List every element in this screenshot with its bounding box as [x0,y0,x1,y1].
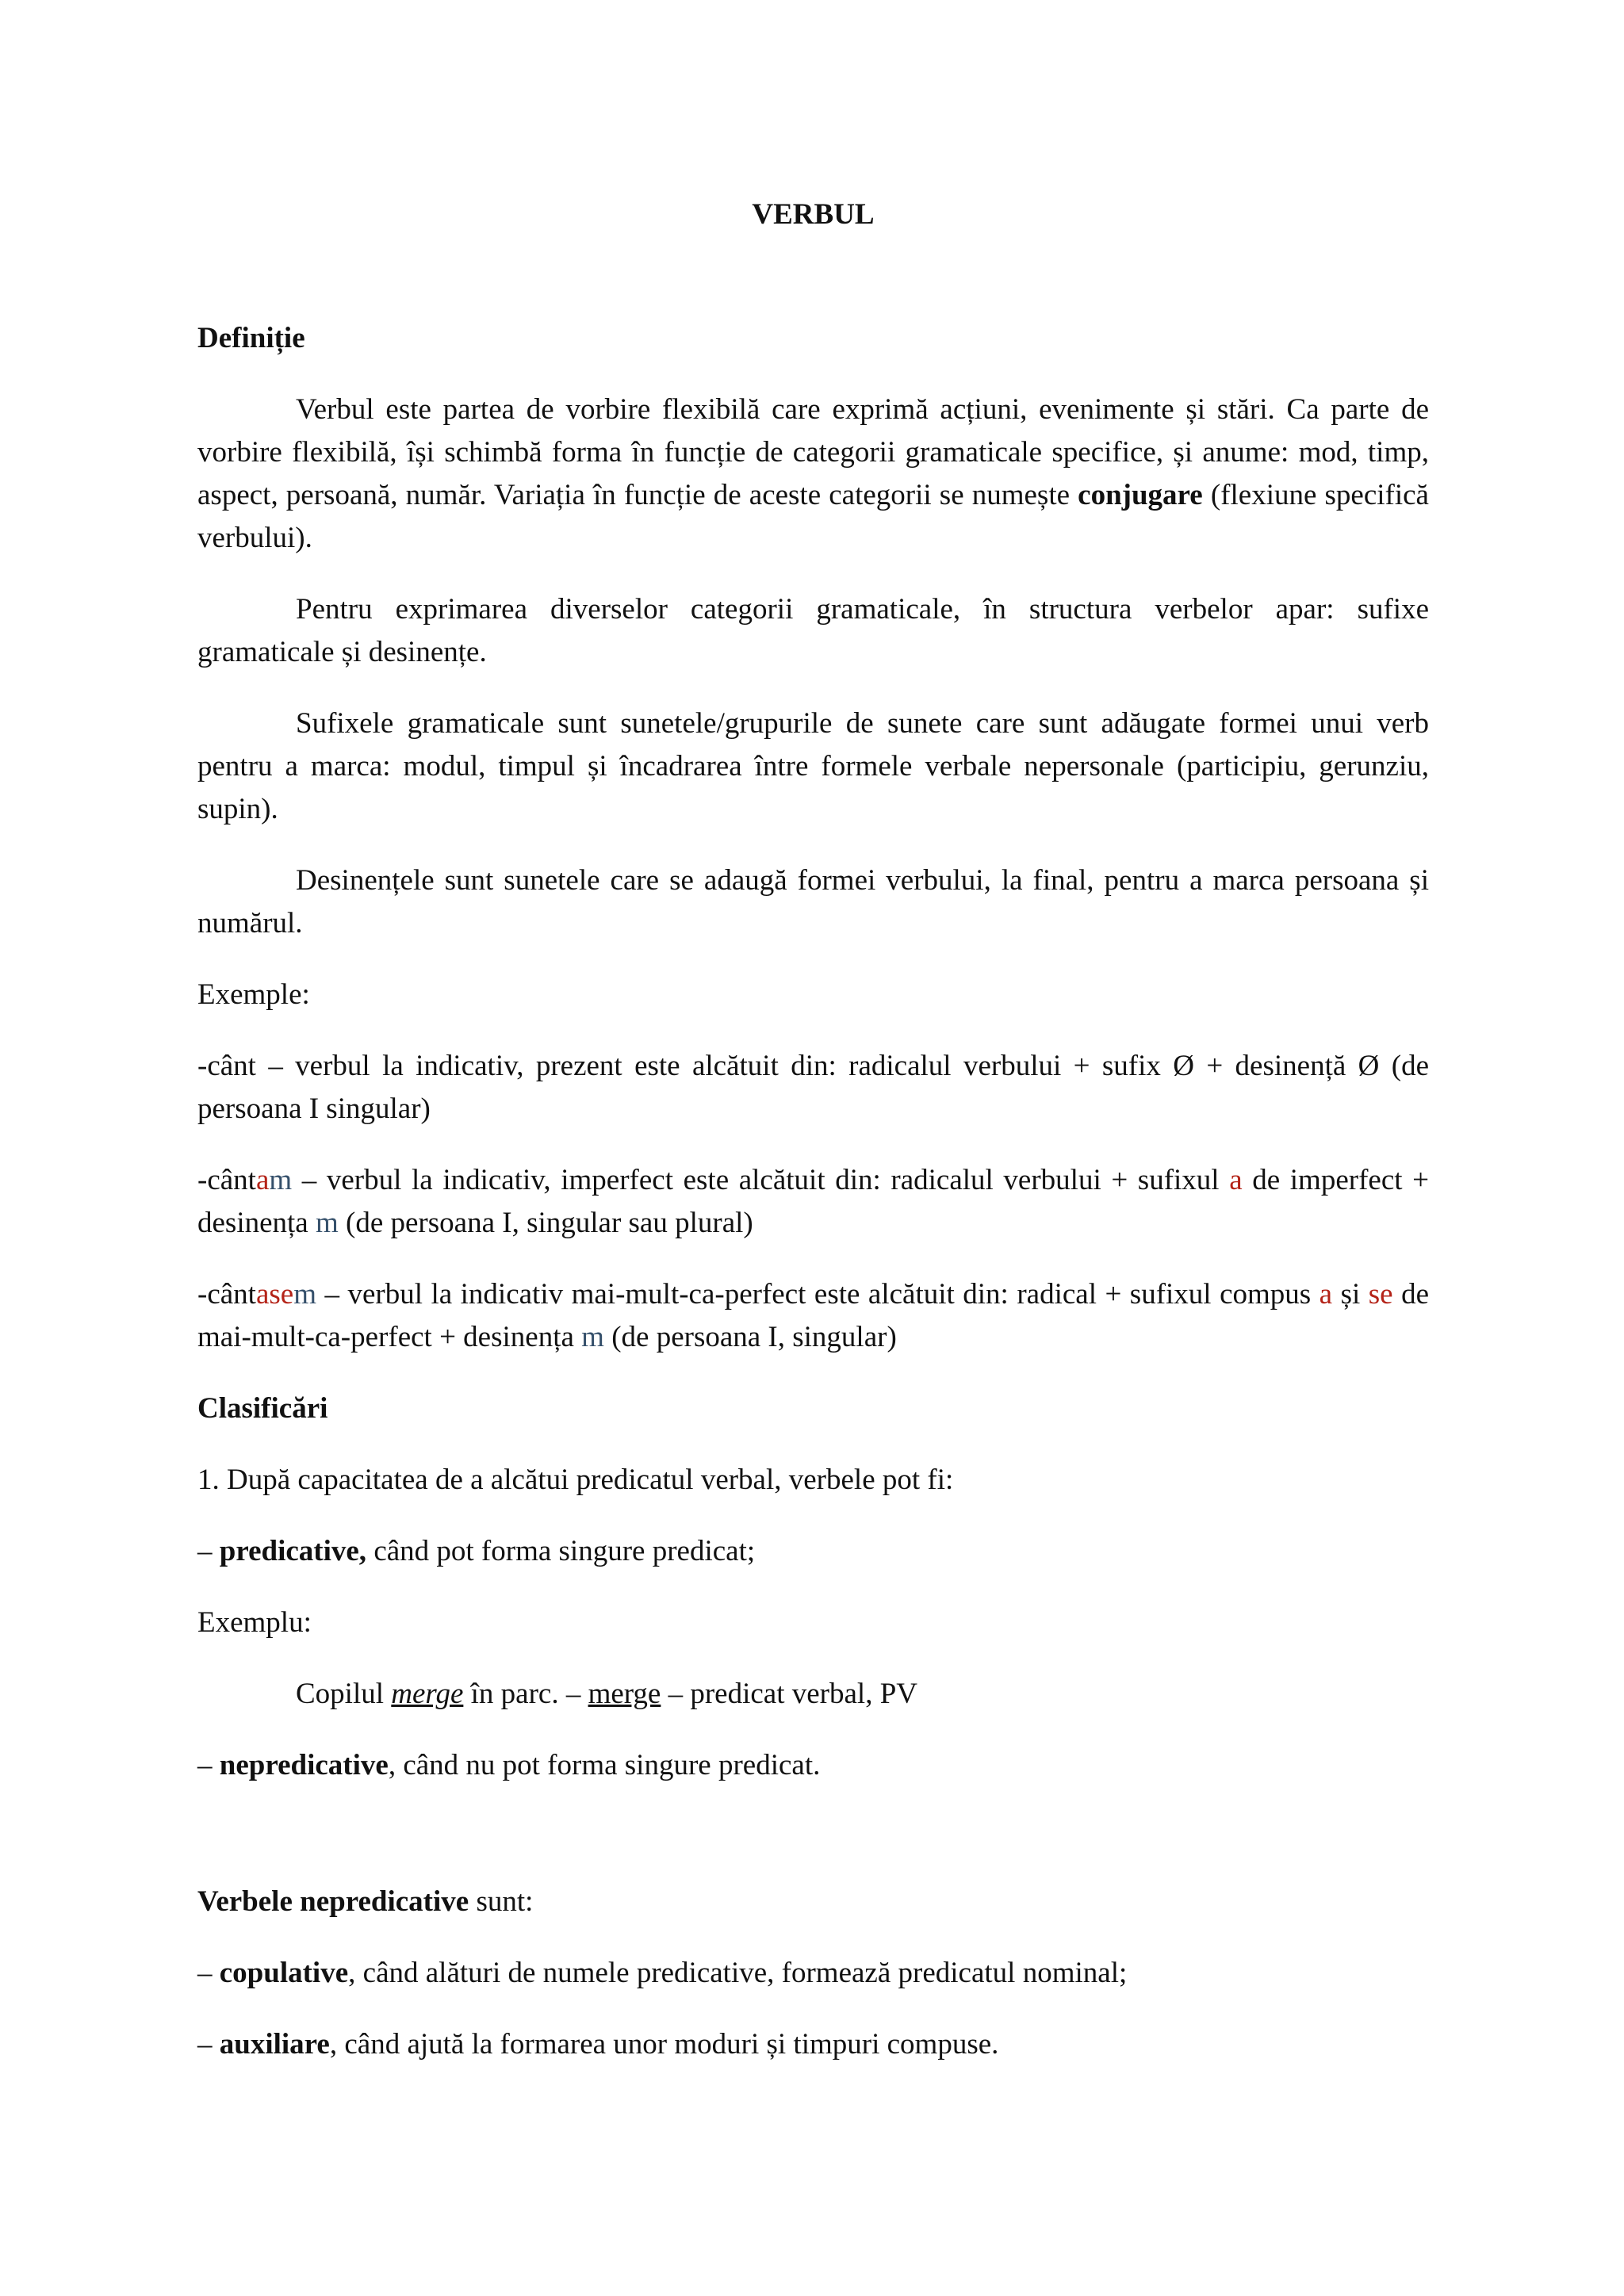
document-title: VERBUL [752,198,875,231]
ending-highlight: m [269,1164,293,1196]
ending-highlight: m [315,1207,339,1239]
paragraph-definitie [197,388,1429,560]
list-item-copulative [197,1952,1429,1995]
ending-highlight: m [293,1278,316,1311]
list-item-nepredicative [197,1744,1429,1787]
bold-term-auxiliare: auxiliare [219,2028,330,2061]
underlined-verb: merge [391,1678,464,1710]
bold-term-verbele-nepredicative: Verbele nepredicative [197,1885,469,1918]
verb-stem: -cânt [197,1164,256,1196]
label-exemple: Exemple: [197,978,310,1011]
suffix-highlight: ase [255,1278,294,1311]
example-cant: -cânt – verbul la indicativ, prezent este alcătuit din: radicalul verbului + sufix Ø + desinență Ø (de persoana I singular) [197,1050,1429,1125]
heading-definitie: Definiție [197,322,305,354]
text-segment: de imperfect + desinența [197,1164,1429,1239]
example-sentence [197,1673,1429,1716]
list-item-auxiliare [197,2023,1429,2066]
example-cantasem [197,1273,1429,1359]
suffix-highlight: se [1368,1278,1393,1311]
text-segment: când pot forma singure predicat; [366,1535,756,1567]
verb-stem: -cânt [197,1278,256,1311]
example-cantam [197,1159,1429,1245]
label-exemplu: Exemplu: [197,1606,312,1639]
text-segment: (de persoana I, singular) [603,1321,897,1353]
dash-bullet: – [197,1535,220,1567]
heading-clasificari: Clasificări [197,1392,328,1425]
dash-bullet: – [197,1957,220,1989]
underlined-verb: merge [588,1678,661,1710]
classification-item-1: 1. După capacitatea de a alcătui predicatul verbal, verbele pot fi: [197,1464,954,1496]
suffix-highlight: a [1319,1278,1333,1311]
list-item-predicative [197,1530,1429,1573]
text-segment: – verbul la indicativ mai-mult-ca-perfect este alcătuit din: radical + sufixul compus [316,1278,1320,1311]
suffix-highlight: a [1229,1164,1243,1196]
text-segment: (de persoana I, singular sau plural) [338,1207,753,1239]
paragraph-sufixe: Sufixele gramaticale sunt sunetele/grupurile de sunete care sunt adăugate formei unui verb pentru a marca: modul, timpul și încadrarea între formele verbale nepersonale (participiu, gerunziu, supin). [197,707,1429,825]
bold-term-copulative: copulative [219,1957,349,1989]
text-segment: – predicat verbal, PV [661,1678,918,1710]
text-segment: , când ajută la formarea unor moduri și timpuri compuse. [329,2028,999,2061]
text-segment: Copilul [296,1678,392,1710]
paragraph-desinente: Desinențele sunt sunetele care se adaugă formei verbului, la final, pentru a marca persoana și numărul. [197,864,1429,939]
text-segment: sunt: [469,1885,534,1918]
heading-verbele-nepredicative [197,1881,1429,1923]
bold-term-nepredicative: nepredicative [219,1749,389,1781]
text-segment: – verbul la indicativ, imperfect este alcătuit din: radicalul verbului + sufixul [292,1164,1230,1196]
dash-bullet: – [197,1749,220,1781]
suffix-highlight: a [255,1164,270,1196]
dash-bullet: – [197,2028,220,2061]
text-segment: de mai-mult-ca-perfect + desinența [197,1278,1429,1353]
bold-term-conjugare: conjugare [1078,479,1203,511]
paragraph-categorii: Pentru exprimarea diverselor categorii gramaticale, în structura verbelor apar: sufixe gramaticale și desinențe. [197,593,1429,668]
text-segment: Verbul este partea de vorbire flexibilă care exprimă acțiuni, evenimente și stări. Ca parte de vorbire flexibilă, își schimbă forma în funcție de categorii gramaticale specifice, și anume: mod, timp, aspect, persoană, număr. Variația în funcție de aceste categorii se numește [197,393,1429,511]
text-segment: (flexiune specifică verbului). [197,479,1429,554]
ending-highlight: m [581,1321,604,1353]
bold-term-predicative: predicative, [219,1535,367,1567]
text-segment: în parc. – [463,1678,588,1710]
text-segment: și [1332,1278,1369,1311]
text-segment: , când alături de numele predicative, formează predicatul nominal; [348,1957,1128,1989]
text-segment: , când nu pot forma singure predicat. [388,1749,821,1781]
